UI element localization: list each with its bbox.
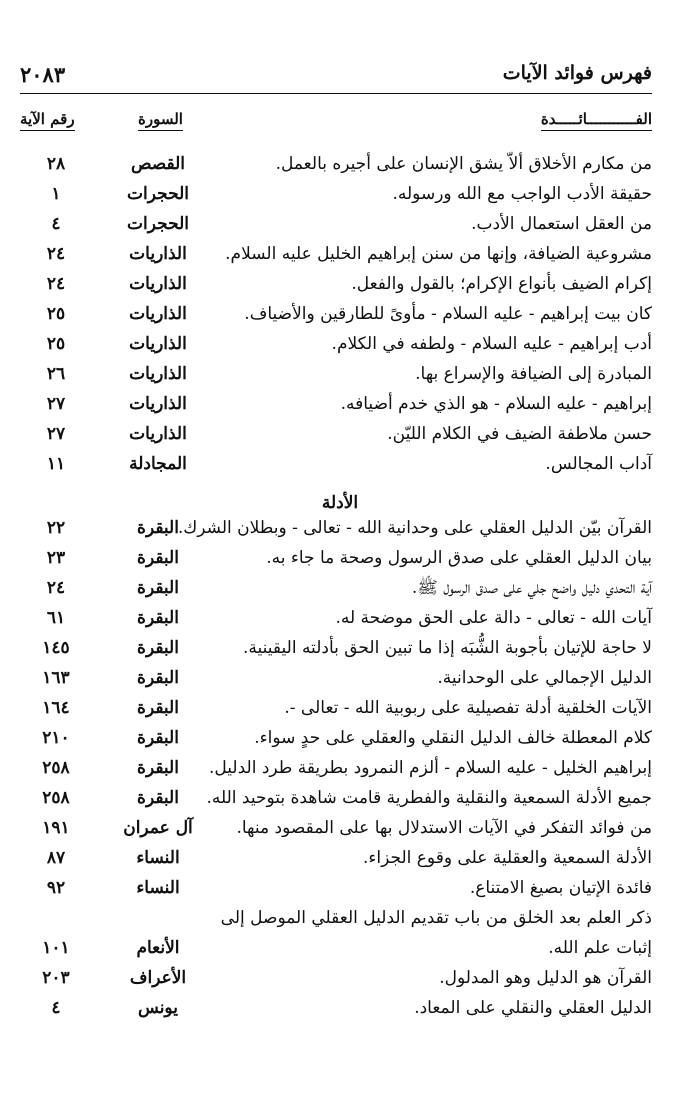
ayah-number: ١٩١ bbox=[42, 818, 70, 838]
faida-text: إبراهيم - عليه السلام - هو الذي خدم أضيافه. bbox=[340, 394, 652, 414]
faida-text: من فوائد التفكر في الآيات الاستدلال بها على المقصود منها. bbox=[236, 818, 652, 838]
faida-text: حقيقة الأدب الواجب مع الله ورسوله. bbox=[392, 184, 652, 204]
index-row bbox=[20, 269, 652, 299]
faida-text: أدب إبراهيم - عليه السلام - ولطفه في الكلام. bbox=[331, 334, 652, 354]
ayah-number: ١٤٥ bbox=[42, 638, 70, 658]
ayah-number: ١٦٣ bbox=[42, 668, 70, 688]
surah-name: آل عمران bbox=[123, 818, 193, 838]
surah-name: البقرة bbox=[137, 518, 179, 538]
ayah-number: ٢٣ bbox=[46, 548, 66, 568]
surah-name: الذاريات bbox=[129, 394, 187, 414]
ayah-number: ٢٥٨ bbox=[42, 788, 70, 808]
index-row bbox=[20, 753, 652, 783]
surah-name: النساء bbox=[136, 848, 180, 868]
index-row bbox=[20, 389, 652, 419]
ayah-number: ٢٧ bbox=[46, 424, 66, 444]
index-row bbox=[20, 693, 652, 723]
surah-name: الأعراف bbox=[129, 968, 187, 988]
ayah-number: ١٠١ bbox=[42, 938, 70, 958]
page-number: ٢٠٨٣ bbox=[20, 62, 66, 87]
surah-name: البقرة bbox=[137, 608, 179, 628]
surah-name: النساء bbox=[136, 878, 180, 898]
surah-name: الذاريات bbox=[129, 304, 187, 324]
faida-text: من العقل استعمال الأدب. bbox=[471, 214, 652, 234]
index-row bbox=[20, 663, 652, 693]
surah-name: الذاريات bbox=[129, 424, 187, 444]
index-row bbox=[20, 209, 652, 239]
faida-text: كلام المعطلة خالف الدليل النقلي والعقلي على حدٍ سواء. bbox=[254, 728, 652, 748]
ayah-number: ٩٢ bbox=[46, 878, 66, 898]
ayah-number: ٢١٠ bbox=[42, 728, 70, 748]
index-row bbox=[20, 573, 652, 603]
ayah-number: ٢٠٣ bbox=[42, 968, 70, 988]
surah-name: البقرة bbox=[137, 578, 179, 598]
surah-name: البقرة bbox=[137, 788, 179, 808]
index-row bbox=[20, 239, 652, 269]
ayah-number: ٢٥ bbox=[46, 304, 66, 324]
surah-name: البقرة bbox=[137, 758, 179, 778]
faida-text: بيان الدليل العقلي على صدق الرسول وصحة ما جاء به. bbox=[266, 548, 652, 568]
ayah-number: ٤ bbox=[51, 214, 61, 234]
ayah-number: ٢٨ bbox=[46, 154, 66, 174]
index-row bbox=[20, 603, 652, 633]
ayah-number: ١٦٤ bbox=[42, 698, 70, 718]
faida-text: آيات الله - تعالى - دالة على الحق موضحة له. bbox=[335, 608, 652, 628]
faida-text: ذكر العلم بعد الخلق من باب تقديم الدليل العقلي الموصل إلى إثبات علم الله. bbox=[220, 908, 652, 958]
index-row bbox=[20, 359, 652, 389]
index-row bbox=[20, 843, 652, 873]
surah-name: البقرة bbox=[137, 638, 179, 658]
ayah-number: ٢٦ bbox=[46, 364, 66, 384]
surah-name: الذاريات bbox=[129, 334, 187, 354]
header-title: فهرس فوائد الآيات bbox=[502, 62, 652, 84]
surah-name: البقرة bbox=[137, 668, 179, 688]
ayah-number: ٢٤ bbox=[46, 274, 66, 294]
index-row bbox=[20, 873, 652, 903]
surah-name: الذاريات bbox=[129, 274, 187, 294]
faida-text: الدليل العقلي والنقلي على المعاد. bbox=[414, 998, 652, 1018]
faida-text: الدليل الإجمالي على الوحدانية. bbox=[437, 668, 652, 688]
ayah-number: ٦١ bbox=[46, 608, 66, 628]
faida-text: إبراهيم الخليل - عليه السلام - ألزم النمرود بطريقة طرد الدليل. bbox=[209, 758, 652, 778]
faida-text: الأدلة السمعية والعقلية على وقوع الجزاء. bbox=[362, 848, 652, 868]
index-row bbox=[20, 783, 652, 813]
surah-name: البقرة bbox=[137, 548, 179, 568]
surah-name: يونس bbox=[138, 998, 178, 1018]
faida-text: الآيات الخلقية أدلة تفصيلية على ربوبية الله - تعالى -. bbox=[284, 698, 652, 718]
surah-name: الذاريات bbox=[129, 244, 187, 264]
faida-text: كان بيت إبراهيم - عليه السلام - مأوىً للطارقين والأضياف. bbox=[244, 304, 652, 324]
faida-text: من مكارم الأخلاق ألاّ يشق الإنسان على أجيره بالعمل. bbox=[275, 154, 652, 174]
surah-name: القصص bbox=[130, 154, 186, 174]
surah-name: الحجرات bbox=[127, 184, 189, 204]
faida-text: آداب المجالس. bbox=[545, 454, 652, 474]
index-row bbox=[20, 633, 652, 663]
ayah-number: ٨٧ bbox=[46, 848, 66, 868]
ayah-number: ٢٥٨ bbox=[42, 758, 70, 778]
index-row bbox=[20, 299, 652, 329]
index-row bbox=[20, 149, 652, 179]
faida-text: حسن ملاطفة الضيف في الكلام الليّن. bbox=[387, 424, 652, 444]
ayah-number: ٢٥ bbox=[46, 334, 66, 354]
index-row bbox=[20, 419, 652, 449]
faida-text: القرآن هو الدليل وهو المدلول. bbox=[439, 968, 652, 988]
index-row bbox=[20, 179, 652, 209]
ayah-number: ١ bbox=[51, 184, 61, 204]
surah-name: البقرة bbox=[137, 728, 179, 748]
column-surah: السورة bbox=[138, 110, 183, 131]
faida-text: جميع الأدلة السمعية والنقلية والفطرية قامت شاهدة بتوحيد الله. bbox=[206, 788, 652, 808]
section-title: الأدلة bbox=[321, 493, 359, 513]
surah-name: الأنعام bbox=[136, 938, 180, 958]
surah-name: الحجرات bbox=[127, 214, 189, 234]
faida-text: القرآن بيّن الدليل العقلي على وحدانية الله - تعالى - وبطلان الشرك. bbox=[177, 518, 652, 538]
page-header bbox=[20, 62, 652, 92]
surah-name: الذاريات bbox=[129, 364, 187, 384]
ayah-number: ٢٧ bbox=[46, 394, 66, 414]
faida-text: إكرام الضيف بأنواع الإكرام؛ بالقول والفعل. bbox=[351, 274, 652, 294]
header-rule bbox=[20, 93, 652, 94]
index-row bbox=[20, 723, 652, 753]
column-ayah: رقم الآية bbox=[20, 110, 75, 131]
index-row bbox=[20, 813, 652, 843]
ayah-number: ٤ bbox=[51, 998, 61, 1018]
column-headers bbox=[20, 110, 652, 140]
index-row bbox=[20, 993, 652, 1023]
ayah-number: ٢٤ bbox=[46, 578, 66, 598]
index-row bbox=[20, 449, 652, 479]
index-row bbox=[20, 903, 652, 963]
ayah-number: ١١ bbox=[46, 454, 66, 474]
faida-text: فائدة الإتيان بصيغ الامتناع. bbox=[469, 878, 652, 898]
faida-text: آية التحدي دليل واضح جلي على صدق الرسول ﷺ. bbox=[411, 578, 652, 598]
ayah-number: ٢٤ bbox=[46, 244, 66, 264]
faida-text: المبادرة إلى الضيافة والإسراع بها. bbox=[415, 364, 652, 384]
index-row bbox=[20, 329, 652, 359]
surah-name: المجادلة bbox=[129, 454, 187, 474]
index-row bbox=[20, 513, 652, 543]
index-row bbox=[20, 963, 652, 993]
faida-text: لا حاجة للإتيان بأجوبة الشُّبَه إذا ما تبين الحق بأدلته اليقينية. bbox=[243, 638, 652, 658]
faida-text: مشروعية الضيافة، وإنها من سنن إبراهيم الخليل عليه السلام. bbox=[225, 244, 652, 264]
surah-name: البقرة bbox=[137, 698, 179, 718]
index-row bbox=[20, 543, 652, 573]
column-faida: الفـــــــــــائـــــدة bbox=[541, 110, 652, 131]
ayah-number: ٢٢ bbox=[46, 518, 66, 538]
